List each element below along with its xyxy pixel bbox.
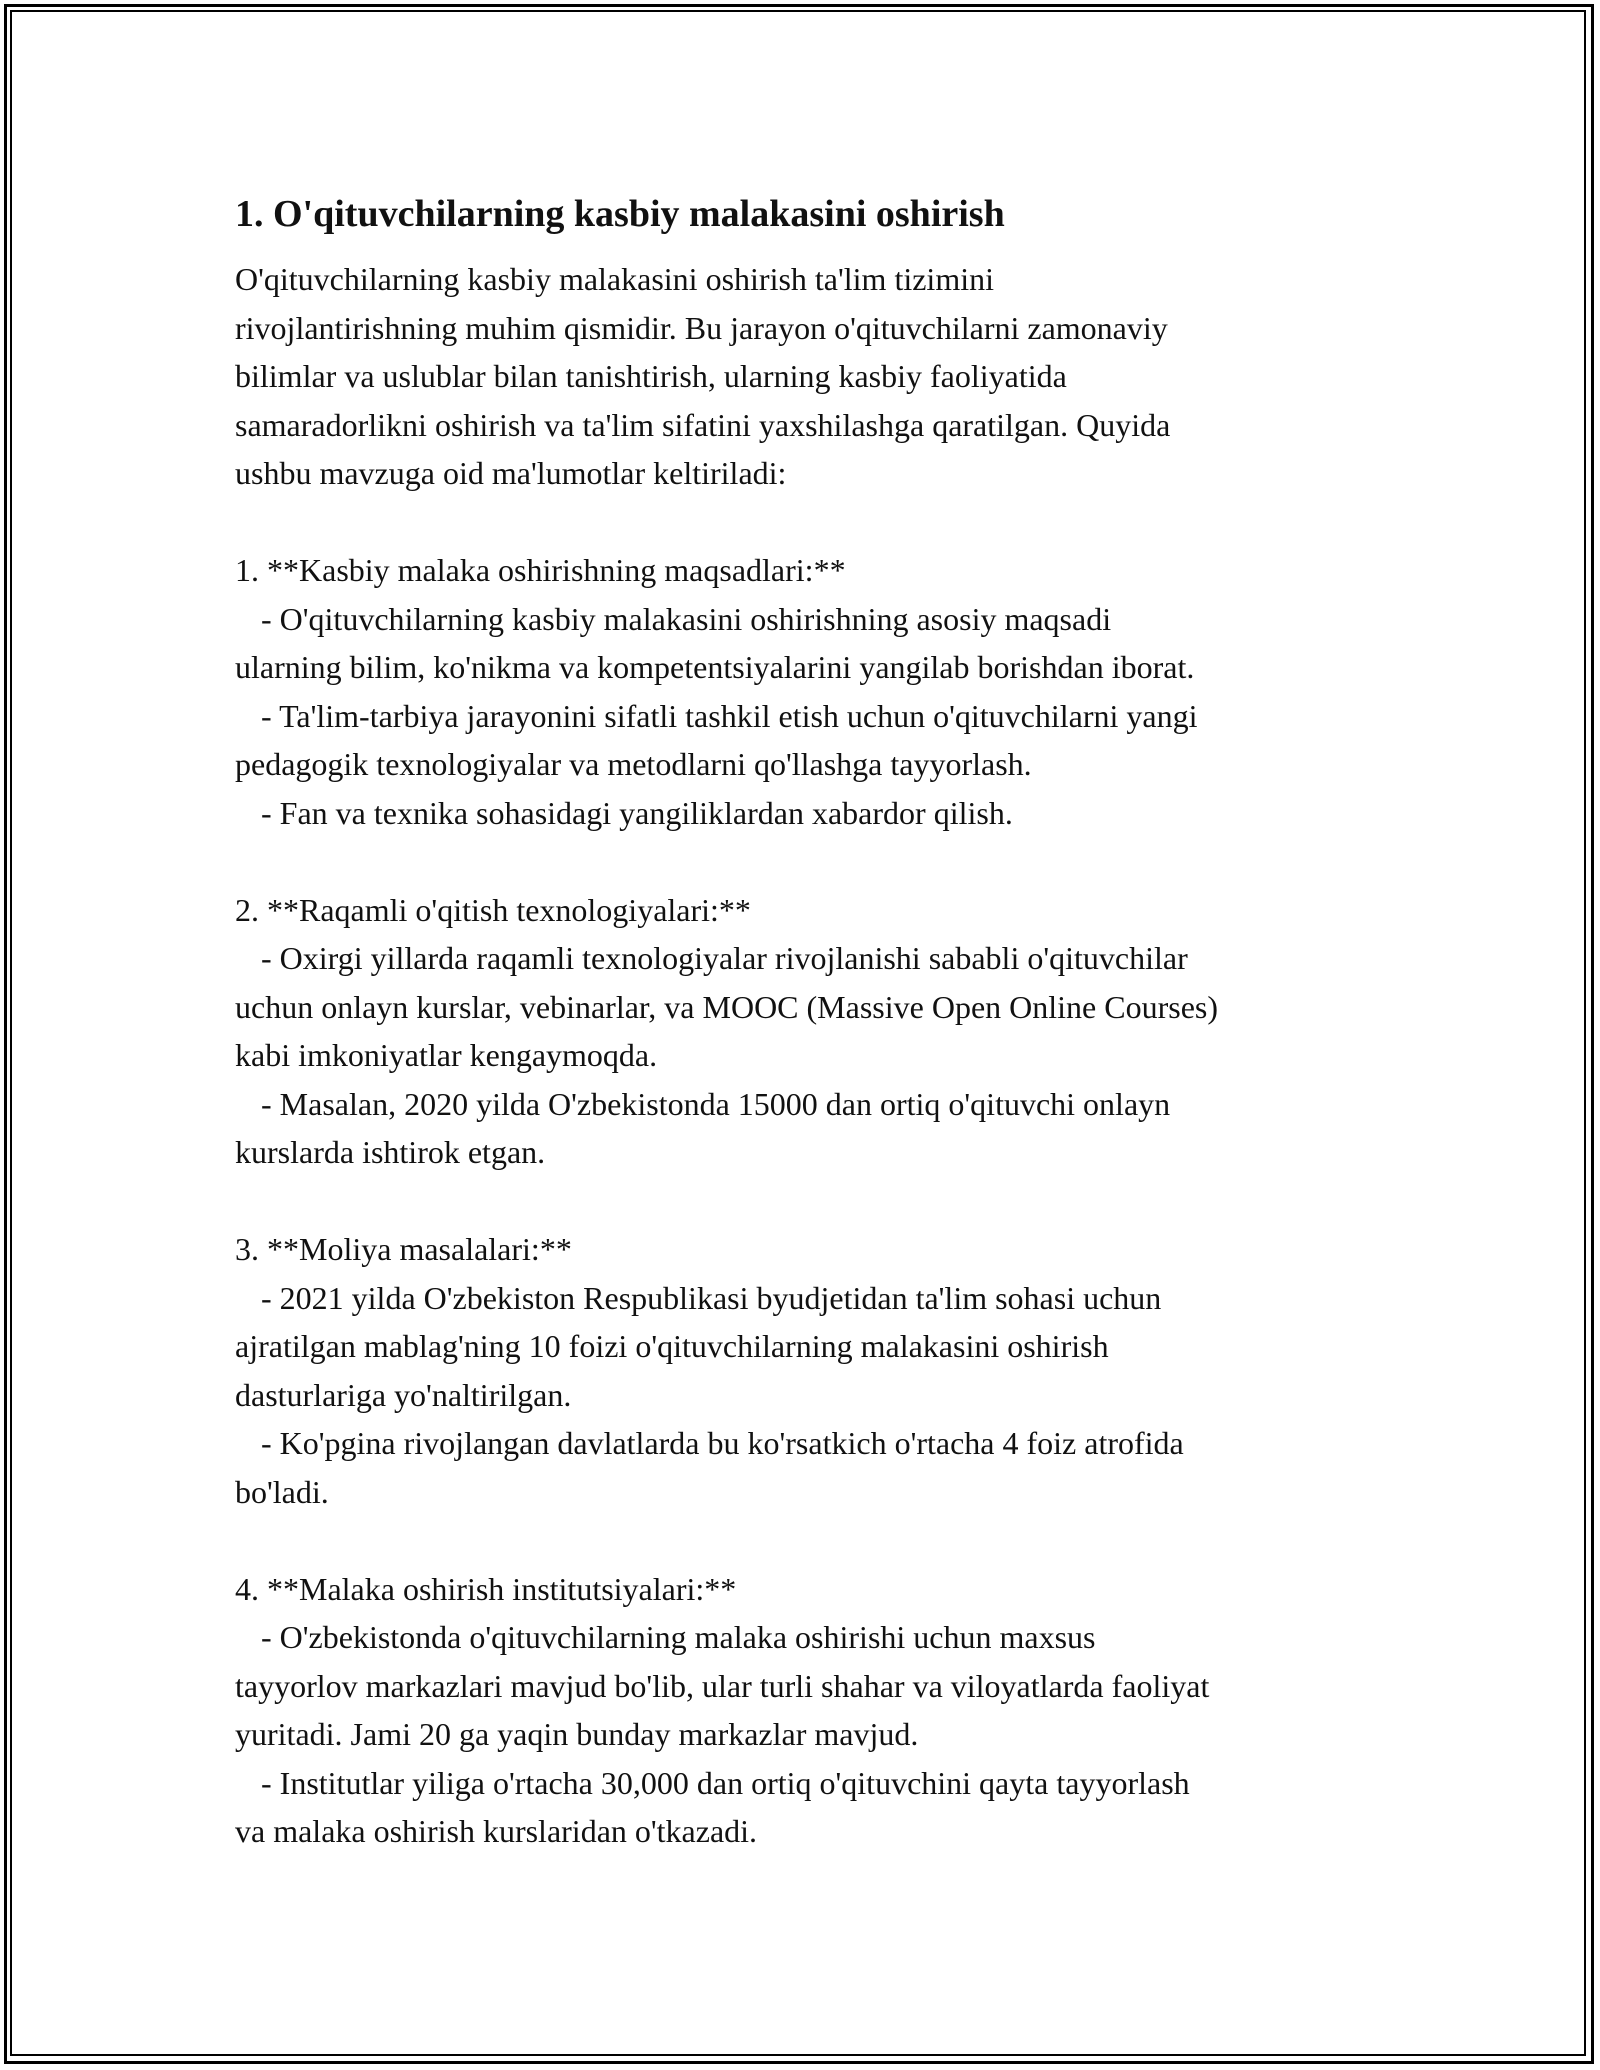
list-section-goals [235,546,1380,837]
blank-line [235,498,1380,547]
list-item-title: 4. **Malaka oshirish institutsiyalari:** [235,1570,737,1607]
blank-line [235,1516,1380,1565]
bullet-line: - Masalan, 2020 yilda O'zbekistonda 15000 dan ortiq o'qituvchi onlayn [261,1085,1171,1122]
list-section-institutions [235,1565,1380,1856]
list-item-title: 2. **Raqamli o'qitish texnologiyalari:** [235,891,751,928]
blank-line [235,837,1380,886]
bullet-line: pedagogik texnologiyalar va metodlarni qo'llashga tayyorlash. [235,746,1032,782]
document-body [235,185,1380,1856]
bullet-line: - Institutlar yiliga o'rtacha 30,000 dan ortiq o'qituvchini qayta tayyorlash [261,1764,1190,1801]
bullet-line: ularning bilim, ko'nikma va kompetentsiyalarini yangilab borishdan iborat. [235,649,1195,685]
bullet-line: - 2021 yilda O'zbekiston Respublikasi byudjetidan ta'lim sohasi uchun [261,1279,1162,1316]
intro-paragraph [235,255,1380,498]
bullet-line: yuritadi. Jami 20 ga yaqin bunday markazlar mavjud. [235,1716,919,1752]
section-heading: 1. O'qituvchilarning kasbiy malakasini oshirish [235,193,1005,235]
intro-line: rivojlantirishning muhim qismidir. Bu jarayon o'qituvchilarni zamonaviy [235,309,1168,346]
bullet-line: - Oxirgi yillarda raqamli texnologiyalar rivojlanishi sababli o'qituvchilar [261,940,1188,976]
bullet-line: kurslarda ishtirok etgan. [235,1134,546,1170]
blank-line [235,1177,1380,1226]
bullet-line: bo'ladi. [235,1473,329,1510]
list-item-title: 1. **Kasbiy malaka oshirishning maqsadlari:** [235,552,846,588]
bullet-line: kabi imkoniyatlar kengaymoqda. [235,1037,658,1073]
bullet-line: va malaka oshirish kurslaridan o'tkazadi. [235,1813,758,1849]
intro-line: ushbu mavzuga oid ma'lumotlar keltiriladi: [235,455,787,491]
bullet-line: dasturlariga yo'naltirilgan. [235,1376,572,1413]
list-item-title: 3. **Moliya masalalari:** [235,1231,572,1267]
list-section-finance [235,1225,1380,1516]
bullet-line: - O'qituvchilarning kasbiy malakasini oshirishning asosiy maqsadi [261,600,1112,637]
intro-line: samaradorlikni oshirish va ta'lim sifatini yaxshilashga qaratilgan. Quyida [235,406,1171,443]
intro-line: O'qituvchilarning kasbiy malakasini oshirish ta'lim tizimini [235,261,994,297]
bullet-line: tayyorlov markazlari mavjud bo'lib, ular turli shahar va viloyatlarda faoliyat [235,1667,1210,1704]
bullet-line: ajratilgan mablag'ning 10 foizi o'qituvchilarning malakasini oshirish [235,1328,1109,1364]
list-section-digital [235,886,1380,1177]
intro-line: bilimlar va uslublar bilan tanishtirish, ularning kasbiy faoliyatida [235,358,1067,394]
bullet-line: uchun onlayn kurslar, vebinarlar, va MOOC (Massive Open Online Courses) [235,988,1218,1025]
bullet-line: - Fan va texnika sohasidagi yangiliklardan xabardor qilish. [261,794,1013,831]
bullet-line: - O'zbekistonda o'qituvchilarning malaka oshirishi uchun maxsus [261,1619,1096,1655]
bullet-line: - Ko'pgina rivojlangan davlatlarda bu ko'rsatkich o'rtacha 4 foiz atrofida [261,1425,1184,1461]
bullet-line: - Ta'lim-tarbiya jarayonini sifatli tashkil etish uchun o'qituvchilarni yangi [261,697,1198,734]
